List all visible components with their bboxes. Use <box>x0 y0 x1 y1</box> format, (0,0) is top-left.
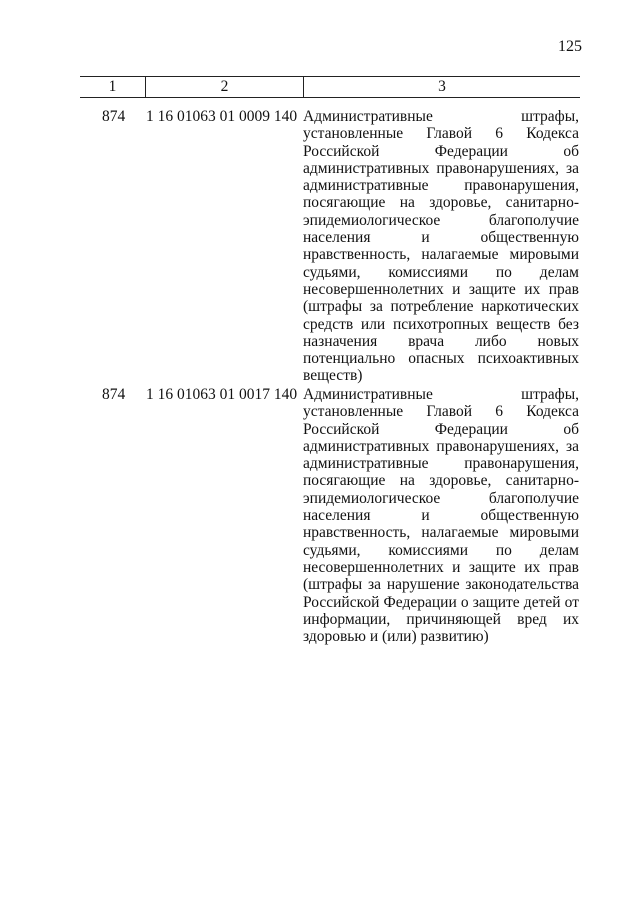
row-budget-code: 1 16 01063 01 0009 140 <box>146 108 298 125</box>
row-description: Административные штрафы, установленные Главой 6 Кодекса Российской Федерации об административных правонарушениях, за административные правонарушения, посягающие на здоровье, санитарно-эпидемиологическое благополучие населения и общественную нравственность, налагаемые мировыми судьями, комиссиями по делам несовершеннолетних и защите их прав (штрафы за нарушение законодательства Российской Федерации о защите детей от информации, причиняющей вред их здоровью и (или) развитию) <box>303 386 579 646</box>
header-col-3: 3 <box>438 78 446 95</box>
table-header <box>80 76 580 98</box>
row-budget-code: 1 16 01063 01 0017 140 <box>146 386 298 403</box>
header-col-2: 2 <box>146 77 304 97</box>
row-description: Административные штрафы, установленные Главой 6 Кодекса Российской Федерации об административных правонарушениях, за административные правонарушения, посягающие на здоровье, санитарно-эпидемиологическое благополучие населения и общественную нравственность, налагаемые мировыми судьями, комиссиями по делам несовершеннолетних и защите их прав (штрафы за потребление наркотических средств или психотропных веществ без назначения врача либо новых потенциально опасных психоактивных веществ) <box>303 108 579 385</box>
row-admin-code: 874 <box>102 108 126 125</box>
header-col-1: 1 <box>80 77 146 97</box>
row-admin-code: 874 <box>102 386 126 403</box>
page-number: 125 <box>558 38 582 55</box>
